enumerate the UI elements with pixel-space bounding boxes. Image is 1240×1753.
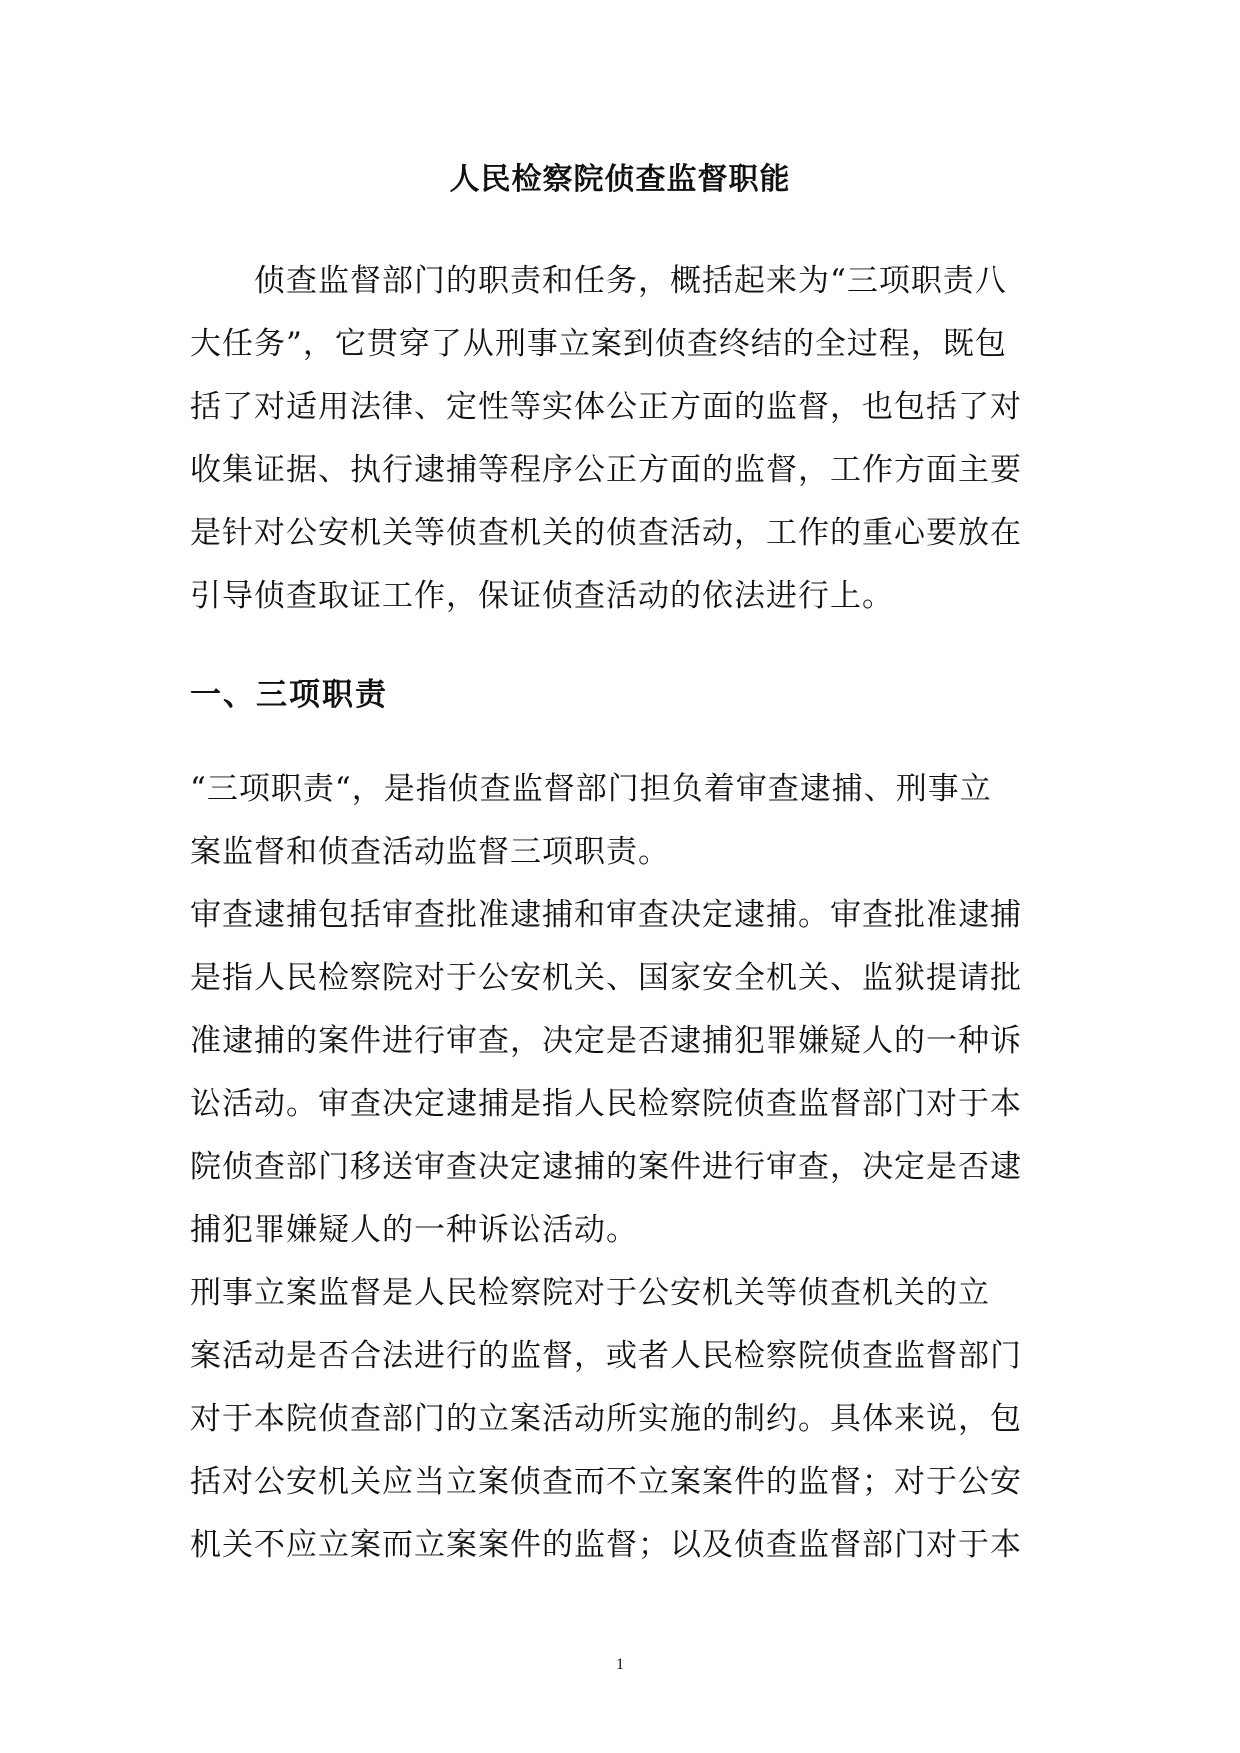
- section-line: 捕犯罪嫌疑人的一种诉讼活动。: [190, 1212, 638, 1248]
- intro-line: 是针对公安机关等侦查机关的侦查活动，工作的重心要放在: [190, 515, 1022, 551]
- section-line: 括对公安机关应当立案侦查而不立案案件的监督；对于公安: [190, 1464, 1022, 1500]
- section-line: 对于本院侦查部门的立案活动所实施的制约。具体来说，包: [190, 1401, 1022, 1437]
- section-body: [190, 758, 1060, 1577]
- section-line: 是指人民检察院对于公安机关、国家安全机关、监狱提请批: [190, 960, 1022, 996]
- intro-line: 侦查监督部门的职责和任务，概括起来为“三项职责八: [190, 263, 1007, 299]
- document-title: 人民检察院侦查监督职能: [449, 162, 791, 197]
- intro-paragraph: [190, 250, 1060, 628]
- intro-line: 收集证据、执行逮捕等程序公正方面的监督，工作方面主要: [190, 452, 1022, 488]
- section-line: 案活动是否合法进行的监督，或者人民检察院侦查监督部门: [190, 1338, 1022, 1374]
- section-line: 机关不应立案而立案案件的监督；以及侦查监督部门对于本: [190, 1527, 1022, 1563]
- intro-line: 引导侦查取证工作，保证侦查活动的依法进行上。: [190, 578, 894, 614]
- section-heading: 一、三项职责: [190, 677, 388, 713]
- intro-line: 大任务”，它贯穿了从刑事立案到侦查终结的全过程，既包: [190, 326, 1007, 362]
- section-line: “三项职责“，是指侦查监督部门担负着审查逮捕、刑事立: [190, 771, 992, 807]
- section-line: 审查逮捕包括审查批准逮捕和审查决定逮捕。审查批准逮捕: [190, 897, 1022, 933]
- page-number: 1: [616, 1656, 624, 1673]
- section-line: 刑事立案监督是人民检察院对于公安机关等侦查机关的立: [190, 1275, 990, 1311]
- section-line: 案监督和侦查活动监督三项职责。: [190, 834, 670, 870]
- intro-line: 括了对适用法律、定性等实体公正方面的监督，也包括了对: [190, 389, 1022, 425]
- section-line: 准逮捕的案件进行审查，决定是否逮捕犯罪嫌疑人的一种诉: [190, 1023, 1022, 1059]
- section-line: 院侦查部门移送审查决定逮捕的案件进行审查，决定是否逮: [190, 1149, 1022, 1185]
- section-line: 讼活动。审查决定逮捕是指人民检察院侦查监督部门对于本: [190, 1086, 1022, 1122]
